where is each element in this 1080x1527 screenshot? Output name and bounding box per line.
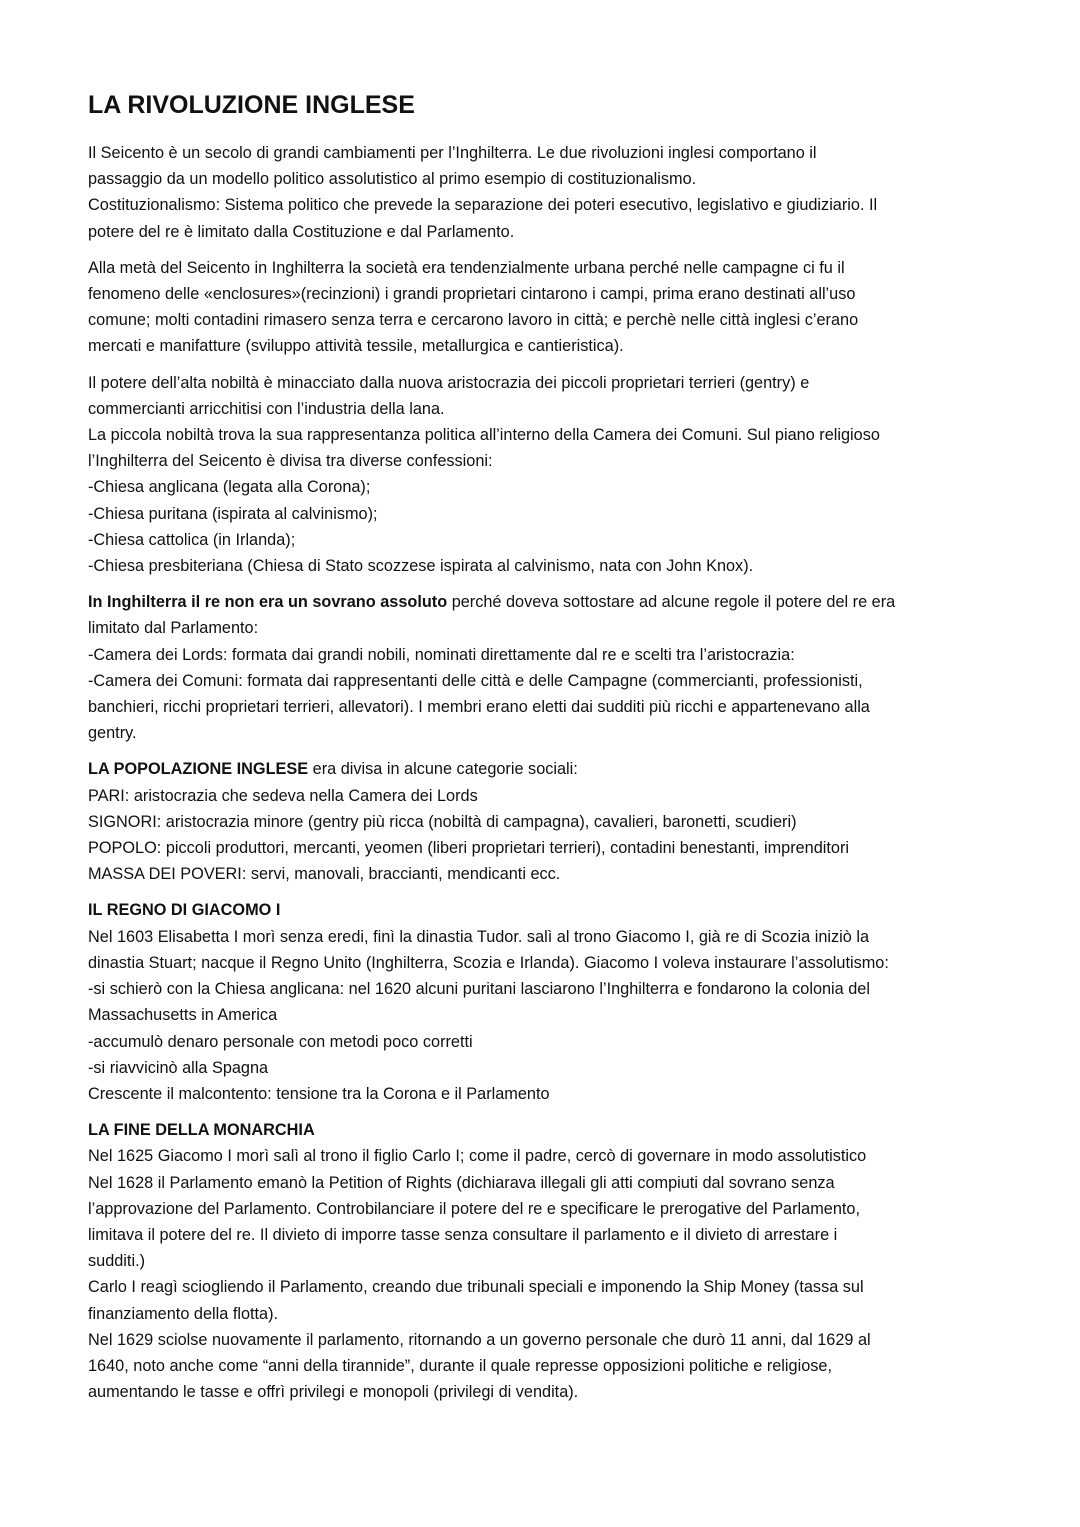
section-heading-text: LA FINE DELLA MONARCHIA xyxy=(88,1121,315,1140)
text-line: La piccola nobiltà trova la sua rappresentanza politica all’interno della Camera dei Comuni. Sul piano religioso xyxy=(88,426,880,445)
text-line: mercati e manifatture (sviluppo attività tessile, metallurgica e cantieristica). xyxy=(88,337,624,356)
document-page xyxy=(88,86,993,1415)
text-line: 1640, noto anche come “anni della tirannide”, durante il quale represse opposizioni politiche e religiose, xyxy=(88,1356,832,1375)
text-line: limitava il potere del re. Il divieto di imporre tasse senza consultare il parlamento e il divieto di arrestare i xyxy=(88,1225,838,1244)
section-heading xyxy=(88,897,993,923)
text-line: banchieri, ricchi proprietari terrieri, allevatori). I membri erano eletti dai sudditi più ricchi e appartenevano alla xyxy=(88,698,870,717)
paragraph-population xyxy=(88,756,993,887)
lead-rest: era divisa in alcune categorie sociali: xyxy=(308,760,578,779)
text-line: Alla metà del Seicento in Inghilterra la società era tendenzialmente urbana perché nelle campagne ci fu il xyxy=(88,258,845,277)
section-fine-monarchia xyxy=(88,1117,993,1405)
text-line: sudditi.) xyxy=(88,1252,146,1271)
section-giacomo-i xyxy=(88,897,993,1107)
list-item: PARI: aristocrazia che sedeva nella Camera dei Lords xyxy=(88,786,478,805)
text-line: aumentando le tasse e offrì privilegi e monopoli (privilegi di vendita). xyxy=(88,1383,579,1402)
text-line: l’Inghilterra del Seicento è divisa tra diverse confessioni: xyxy=(88,452,493,471)
text-line: Nel 1629 sciolse nuovamente il parlamento, ritornando a un governo personale che durò 11 anni, dal 1629 al xyxy=(88,1330,871,1349)
text-line: passaggio da un modello politico assolutistico al primo esempio di costituzionalismo. xyxy=(88,170,697,189)
text-line: comune; molti contadini rimasero senza terra e cercarono lavoro in città; e perchè nelle città inglesi c’erano xyxy=(88,311,859,330)
text-line: Costituzionalismo: Sistema politico che prevede la separazione dei poteri esecutivo, legislativo e giudiziario. Il xyxy=(88,196,878,215)
list-item: -si riavvicinò alla Spagna xyxy=(88,1058,269,1077)
list-item: -Chiesa cattolica (in Irlanda); xyxy=(88,530,296,549)
list-item: -si schierò con la Chiesa anglicana: nel 1620 alcuni puritani lasciarono l’Inghilterra e fondarono la colonia del xyxy=(88,980,870,999)
text-line: l’approvazione del Parlamento. Controbilanciare il potere del re e specificare le prerogative del Parlamento, xyxy=(88,1199,860,1218)
text-line: Crescente il malcontento: tensione tra la Corona e il Parlamento xyxy=(88,1084,550,1103)
paragraph-intro xyxy=(88,140,993,245)
lead-rest: perché doveva sottostare ad alcune regole il potere del re era xyxy=(447,593,896,612)
list-item: SIGNORI: aristocrazia minore (gentry più ricca (nobiltà di campagna), cavalieri, baronetti, scudieri) xyxy=(88,812,797,831)
list-item: -Chiesa puritana (ispirata al calvinismo); xyxy=(88,504,378,523)
list-item: POPOLO: piccoli produttori, mercanti, yeomen (liberi proprietari terrieri), contadini benestanti, imprenditori xyxy=(88,839,850,858)
text-line: commercianti arricchitisi con l’industria della lana. xyxy=(88,399,445,418)
bold-lead: In Inghilterra il re non era un sovrano assoluto xyxy=(88,593,448,612)
text-line: Nel 1603 Elisabetta I morì senza eredi, finì la dinastia Tudor. salì al trono Giacomo I, già re di Scozia iniziò la xyxy=(88,927,869,946)
text-line: Massachusetts in America xyxy=(88,1006,278,1025)
text-line: gentry. xyxy=(88,724,137,743)
text-line: Nel 1625 Giacomo I morì salì al trono il figlio Carlo I; come il padre, cercò di governare in modo assolutistico xyxy=(88,1147,867,1166)
text-line: fenomeno delle «enclosures»(recinzioni) i grandi proprietari cintarono i campi, prima erano destinati all’uso xyxy=(88,285,856,304)
text-line xyxy=(88,589,993,615)
list-item: -Chiesa presbiteriana (Chiesa di Stato scozzese ispirata al calvinismo, nata con John Knox). xyxy=(88,557,754,576)
section-heading-text: IL REGNO DI GIACOMO I xyxy=(88,901,281,920)
bold-lead: LA POPOLAZIONE INGLESE xyxy=(88,760,309,779)
text-line: limitato dal Parlamento: xyxy=(88,619,259,638)
list-item: MASSA DEI POVERI: servi, manovali, braccianti, mendicanti ecc. xyxy=(88,865,561,884)
paragraph-nobility-religion xyxy=(88,370,993,580)
text-line: Il Seicento è un secolo di grandi cambiamenti per l’Inghilterra. Le due rivoluzioni inglesi comportano il xyxy=(88,144,817,162)
list-item: -Camera dei Comuni: formata dai rappresentanti delle città e delle Campagne (commercianti, professionisti, xyxy=(88,671,863,690)
text-line: Carlo I reagì sciogliendo il Parlamento, creando due tribunali speciali e imponendo la Ship Money (tassa sul xyxy=(88,1278,864,1297)
paragraph-society xyxy=(88,255,993,360)
list-item: -accumulò denaro personale con metodi poco corretti xyxy=(88,1032,473,1051)
section-heading xyxy=(88,1117,993,1143)
text-line: finanziamento della flotta). xyxy=(88,1304,279,1323)
paragraph-parliament xyxy=(88,589,993,746)
text-line: dinastia Stuart; nacque il Regno Unito (Inghilterra, Scozia e Irlanda). Giacomo I voleva instaurare l’assolutismo: xyxy=(88,953,889,972)
list-item: -Camera dei Lords: formata dai grandi nobili, nominati direttamente dal re e scelti tra l’aristocrazia: xyxy=(88,645,795,664)
text-line: potere del re è limitato dalla Costituzione e dal Parlamento. xyxy=(88,222,515,241)
text-line: Il potere dell’alta nobiltà è minacciato dalla nuova aristocrazia dei piccoli proprietari terrieri (gentry) e xyxy=(88,373,810,392)
text-line: Nel 1628 il Parlamento emanò la Petition of Rights (dichiarava illegali gli atti compiuti dal sovrano senza xyxy=(88,1173,835,1192)
list-item: -Chiesa anglicana (legata alla Corona); xyxy=(88,478,371,497)
text-line xyxy=(88,756,993,782)
document-title: LA RIVOLUZIONE INGLESE xyxy=(88,91,415,119)
